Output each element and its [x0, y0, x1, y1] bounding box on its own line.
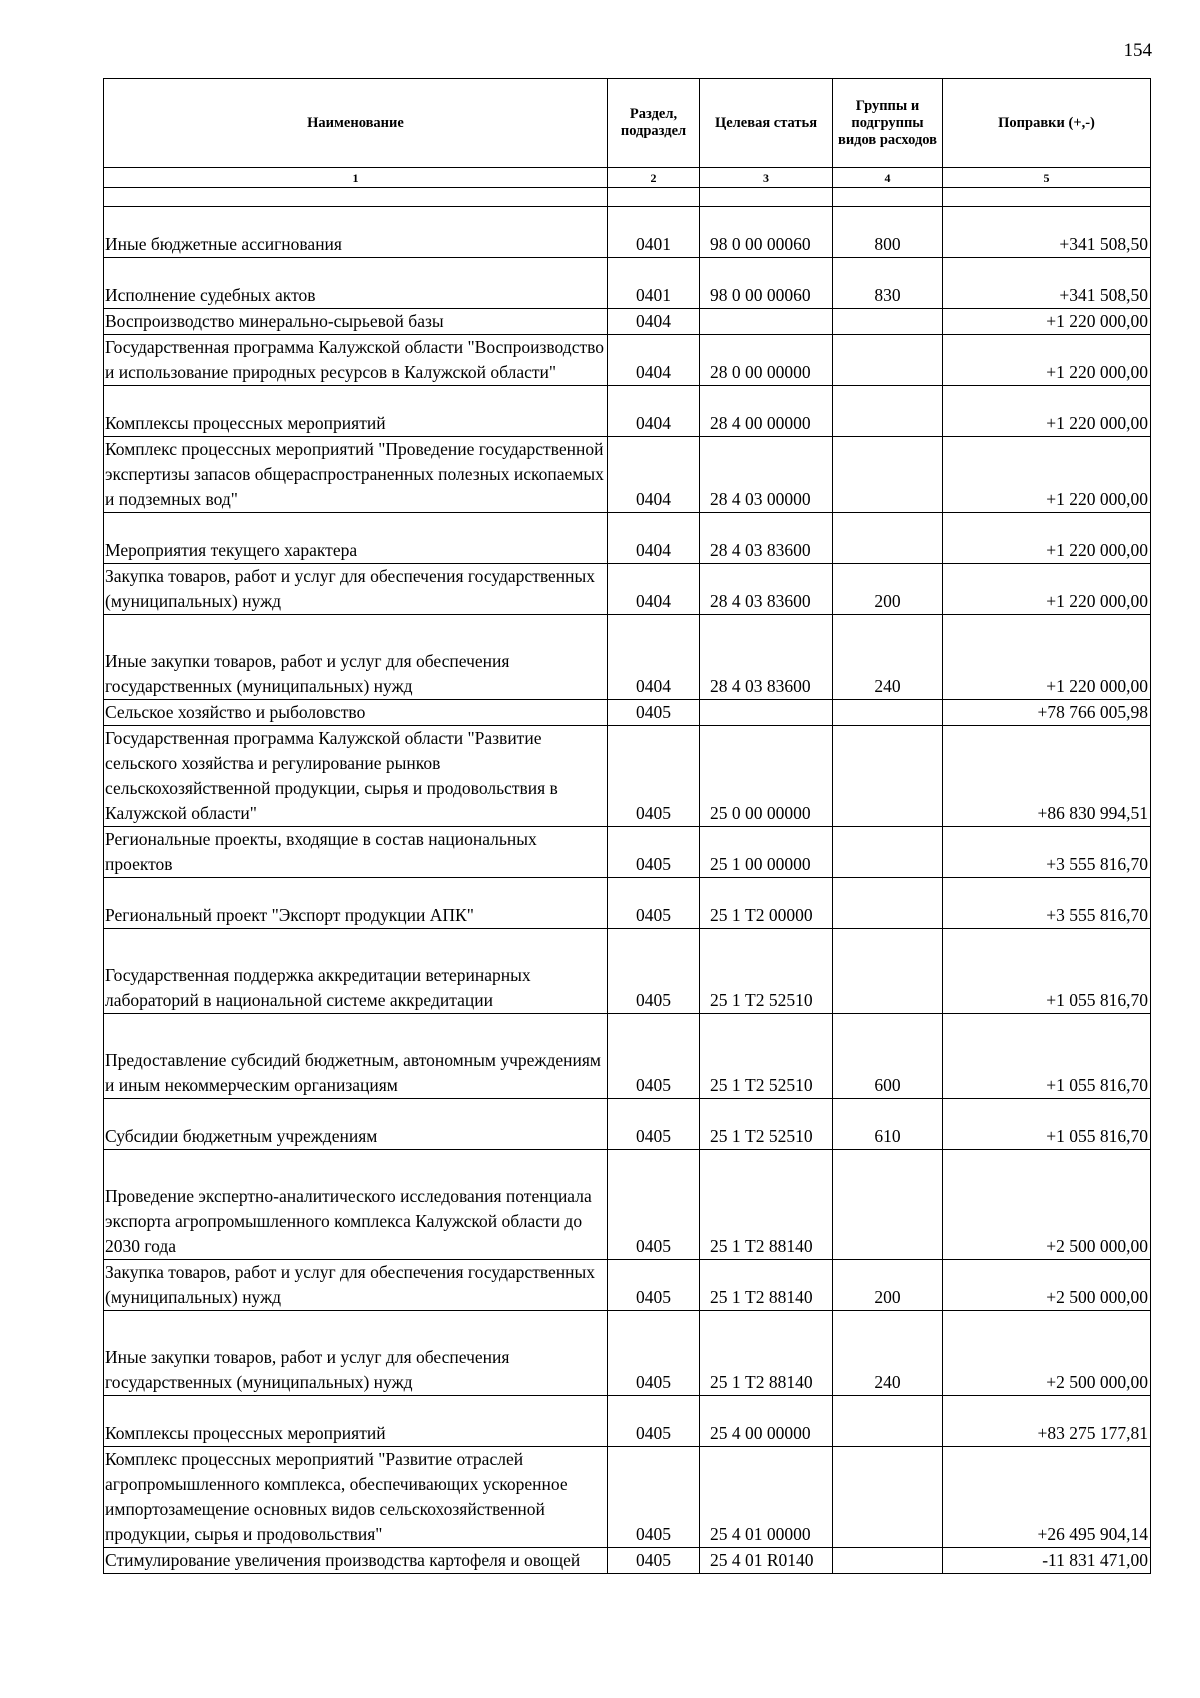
- cell-group: 600: [833, 1014, 943, 1099]
- cell-group: 200: [833, 1260, 943, 1311]
- page-number: 154: [1123, 40, 1152, 61]
- cell-section: 0404: [608, 309, 700, 335]
- table-header-row: [104, 79, 1151, 168]
- cell-group: [833, 878, 943, 929]
- cell-name: Стимулирование увеличения производства картофеля и овощей: [104, 1548, 608, 1574]
- table-row: [104, 386, 1151, 437]
- cell-section: 0405: [608, 827, 700, 878]
- cell-amount: +1 055 816,70: [943, 929, 1151, 1014]
- cell-amount: +78 766 005,98: [943, 700, 1151, 726]
- cell-section: 0405: [608, 1099, 700, 1150]
- header-section: Раздел, подраздел: [608, 79, 700, 168]
- table-row: [104, 1150, 1151, 1260]
- cell-article: 25 1 Т2 88140: [700, 1311, 833, 1396]
- cell-amount: +1 220 000,00: [943, 513, 1151, 564]
- table-row: [104, 309, 1151, 335]
- table-row: [104, 1447, 1151, 1548]
- table-row: [104, 929, 1151, 1014]
- column-number-row: [104, 168, 1151, 188]
- cell-name: Региональные проекты, входящие в состав национальных проектов: [104, 827, 608, 878]
- table-row: [104, 1260, 1151, 1311]
- cell-article: 28 4 00 00000: [700, 386, 833, 437]
- cell-group: 240: [833, 1311, 943, 1396]
- cell-group: [833, 386, 943, 437]
- table-row: [104, 726, 1151, 827]
- cell-article: [700, 700, 833, 726]
- column-number: 1: [104, 168, 608, 188]
- cell-group: 800: [833, 207, 943, 258]
- table-row: [104, 615, 1151, 700]
- cell-section: 0405: [608, 929, 700, 1014]
- column-number: 3: [700, 168, 833, 188]
- cell-article: 25 4 01 R0140: [700, 1548, 833, 1574]
- cell-article: 28 4 03 83600: [700, 564, 833, 615]
- table-row: [104, 207, 1151, 258]
- cell-section: 0405: [608, 1014, 700, 1099]
- cell-article: 25 1 Т2 88140: [700, 1150, 833, 1260]
- cell-section: 0404: [608, 564, 700, 615]
- cell-name: Иные закупки товаров, работ и услуг для обеспечения государственных (муниципальных) нужд: [104, 1311, 608, 1396]
- cell-group: 610: [833, 1099, 943, 1150]
- cell-amount: +83 275 177,81: [943, 1396, 1151, 1447]
- cell-name: Воспроизводство минерально-сырьевой базы: [104, 309, 608, 335]
- cell-article: 25 1 Т2 88140: [700, 1260, 833, 1311]
- cell-article: 28 4 03 00000: [700, 437, 833, 513]
- cell-amount: +3 555 816,70: [943, 878, 1151, 929]
- header-group: Группы и подгруппы видов расходов: [833, 79, 943, 168]
- table-row: [104, 564, 1151, 615]
- cell-amount: +1 220 000,00: [943, 437, 1151, 513]
- cell-amount: +3 555 816,70: [943, 827, 1151, 878]
- cell-section: 0404: [608, 513, 700, 564]
- table-row: [104, 258, 1151, 309]
- cell-article: 25 4 01 00000: [700, 1447, 833, 1548]
- cell-group: [833, 1396, 943, 1447]
- table-row: [104, 1311, 1151, 1396]
- table-row: [104, 827, 1151, 878]
- cell-section: 0404: [608, 335, 700, 386]
- cell-group: 200: [833, 564, 943, 615]
- cell-section: 0405: [608, 1311, 700, 1396]
- cell-group: [833, 726, 943, 827]
- cell-name: Сельское хозяйство и рыболовство: [104, 700, 608, 726]
- table-row: [104, 1396, 1151, 1447]
- cell-name: Государственная поддержка аккредитации ветеринарных лабораторий в национальной системе аккредитации: [104, 929, 608, 1014]
- cell-group: [833, 827, 943, 878]
- cell-section: 0405: [608, 1447, 700, 1548]
- cell-section: 0405: [608, 1260, 700, 1311]
- cell-section: 0404: [608, 386, 700, 437]
- cell-article: 25 4 00 00000: [700, 1396, 833, 1447]
- cell-section: 0405: [608, 700, 700, 726]
- cell-article: 25 1 Т2 52510: [700, 929, 833, 1014]
- table-row: [104, 878, 1151, 929]
- cell-article: 25 1 00 00000: [700, 827, 833, 878]
- cell-amount: +1 220 000,00: [943, 335, 1151, 386]
- cell-section: 0405: [608, 878, 700, 929]
- cell-name: Исполнение судебных актов: [104, 258, 608, 309]
- cell-group: [833, 929, 943, 1014]
- header-name: Наименование: [104, 79, 608, 168]
- table-row: [104, 437, 1151, 513]
- cell-name: Субсидии бюджетным учреждениям: [104, 1099, 608, 1150]
- cell-name: Комплекс процессных мероприятий "Развитие отраслей агропромышленного комплекса, обеспечивающих ускоренное импортозамещение основных видов сельскохозяйственной продукции, сырья и продовольствия": [104, 1447, 608, 1548]
- table-row: [104, 1548, 1151, 1574]
- column-number: 5: [943, 168, 1151, 188]
- cell-amount: +1 220 000,00: [943, 615, 1151, 700]
- cell-amount: +1 220 000,00: [943, 309, 1151, 335]
- table-row: [104, 513, 1151, 564]
- table-row: [104, 1014, 1151, 1099]
- cell-amount: +86 830 994,51: [943, 726, 1151, 827]
- cell-name: Комплексы процессных мероприятий: [104, 386, 608, 437]
- cell-section: 0401: [608, 207, 700, 258]
- cell-article: [700, 309, 833, 335]
- cell-section: 0405: [608, 1548, 700, 1574]
- cell-name: Иные бюджетные ассигнования: [104, 207, 608, 258]
- table-row: [104, 1099, 1151, 1150]
- cell-article: 28 0 00 00000: [700, 335, 833, 386]
- cell-article: 98 0 00 00060: [700, 207, 833, 258]
- cell-amount: +341 508,50: [943, 258, 1151, 309]
- cell-article: 25 0 00 00000: [700, 726, 833, 827]
- header-article: Целевая статья: [700, 79, 833, 168]
- cell-group: [833, 700, 943, 726]
- column-number: 2: [608, 168, 700, 188]
- cell-section: 0404: [608, 437, 700, 513]
- cell-name: Государственная программа Калужской области "Воспроизводство и использование природных ресурсов в Калужской области": [104, 335, 608, 386]
- cell-name: Региональный проект "Экспорт продукции АПК": [104, 878, 608, 929]
- table-row: [104, 700, 1151, 726]
- cell-group: [833, 437, 943, 513]
- cell-group: [833, 309, 943, 335]
- cell-amount: +26 495 904,14: [943, 1447, 1151, 1548]
- budget-table: [103, 78, 1151, 1574]
- cell-amount: +341 508,50: [943, 207, 1151, 258]
- cell-amount: +1 220 000,00: [943, 564, 1151, 615]
- cell-group: 830: [833, 258, 943, 309]
- cell-group: [833, 335, 943, 386]
- cell-section: 0405: [608, 1396, 700, 1447]
- cell-name: Закупка товаров, работ и услуг для обеспечения государственных (муниципальных) нужд: [104, 564, 608, 615]
- cell-group: [833, 1548, 943, 1574]
- cell-amount: +1 055 816,70: [943, 1099, 1151, 1150]
- header-amount: Поправки (+,-): [943, 79, 1151, 168]
- cell-name: Предоставление субсидий бюджетным, автономным учреждениям и иным некоммерческим организациям: [104, 1014, 608, 1099]
- cell-name: Мероприятия текущего характера: [104, 513, 608, 564]
- cell-amount: +2 500 000,00: [943, 1150, 1151, 1260]
- cell-article: 28 4 03 83600: [700, 615, 833, 700]
- cell-amount: -11 831 471,00: [943, 1548, 1151, 1574]
- cell-group: [833, 513, 943, 564]
- cell-section: 0404: [608, 615, 700, 700]
- cell-name: Закупка товаров, работ и услуг для обеспечения государственных (муниципальных) нужд: [104, 1260, 608, 1311]
- cell-name: Комплексы процессных мероприятий: [104, 1396, 608, 1447]
- cell-article: 98 0 00 00060: [700, 258, 833, 309]
- cell-section: 0405: [608, 726, 700, 827]
- column-number: 4: [833, 168, 943, 188]
- cell-amount: +2 500 000,00: [943, 1311, 1151, 1396]
- cell-amount: +1 055 816,70: [943, 1014, 1151, 1099]
- cell-article: 28 4 03 83600: [700, 513, 833, 564]
- cell-amount: +1 220 000,00: [943, 386, 1151, 437]
- cell-section: 0401: [608, 258, 700, 309]
- cell-name: Проведение экспертно-аналитического исследования потенциала экспорта агропромышленного комплекса Калужской области до 2030 года: [104, 1150, 608, 1260]
- cell-group: [833, 1150, 943, 1260]
- cell-group: [833, 1447, 943, 1548]
- cell-name: Комплекс процессных мероприятий "Проведение государственной экспертизы запасов общераспространенных полезных ископаемых и подземных вод": [104, 437, 608, 513]
- cell-article: 25 1 Т2 52510: [700, 1099, 833, 1150]
- cell-section: 0405: [608, 1150, 700, 1260]
- cell-article: 25 1 Т2 00000: [700, 878, 833, 929]
- cell-name: Государственная программа Калужской области "Развитие сельского хозяйства и регулирование рынков сельскохозяйственной продукции, сырья и продовольствия в Калужской области": [104, 726, 608, 827]
- cell-group: 240: [833, 615, 943, 700]
- cell-article: 25 1 Т2 52510: [700, 1014, 833, 1099]
- cell-amount: +2 500 000,00: [943, 1260, 1151, 1311]
- cell-name: Иные закупки товаров, работ и услуг для обеспечения государственных (муниципальных) нужд: [104, 615, 608, 700]
- spacer-row: [104, 188, 1151, 207]
- table-row: [104, 335, 1151, 386]
